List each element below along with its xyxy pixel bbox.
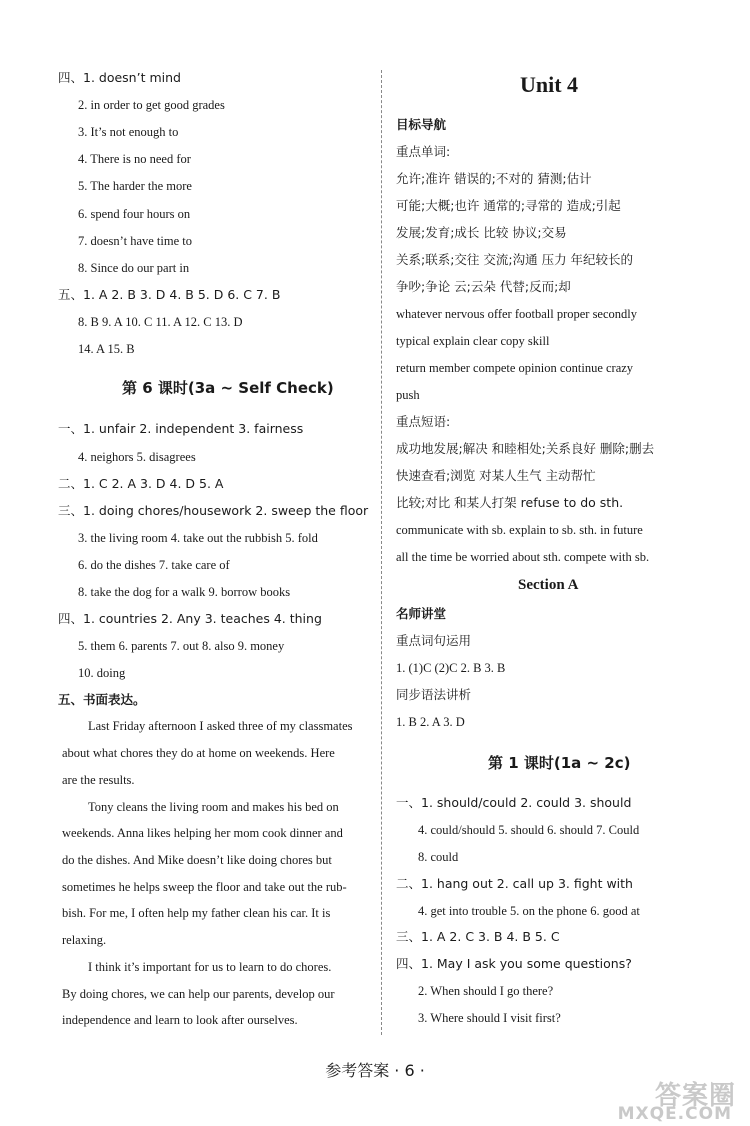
goal-nav: 目标导航 [396,117,447,132]
key-phrase-line: all the time be worried about sth. compete with sb. [396,550,650,564]
answer-line: 2. When should I go there? [418,984,554,998]
essay-line: Last Friday afternoon I asked three of my classmates [88,719,353,733]
key-word-line: 发展;发育;成长 比较 协议;交易 [396,225,567,240]
answer-line: 7. doesn’t have time to [78,234,192,248]
column-divider [381,70,382,1035]
page-footer: 参考答案 · 6 · [325,1061,425,1080]
essay-line: I think it’s important for us to learn to do chores. [88,960,332,974]
key-phrase-line: 比较;对比 和某人打架 refuse to do sth. [396,495,624,510]
answer-line: 四、1. countries 2. Any 3. teaches 4. thing [58,611,322,626]
key-phrase-line: 快速查看;浏览 对某人生气 主动帮忙 [396,468,596,483]
answer-line: 6. spend four hours on [78,207,191,221]
usage-answers: 1. (1)C (2)C 2. B 3. B [396,661,506,675]
answer-line: 五、1. A 2. B 3. D 4. B 5. D 6. C 7. B [58,287,281,302]
grammar-answers: 1. B 2. A 3. D [396,715,465,729]
answer-line: 8. Since do our part in [78,261,190,275]
watermark-url: MXQE.COM [617,1104,732,1124]
answer-line: 二、1. C 2. A 3. D 4. D 5. A [58,476,224,491]
key-word-line: 关系;联系;交往 交流;沟通 压力 年纪较长的 [396,252,634,267]
essay-line: do the dishes. And Mike doesn’t like doing chores but [62,853,332,867]
essay-line: independence and learn to look after ourselves. [62,1013,298,1027]
key-phrase-line: communicate with sb. explain to sb. sth. in future [396,523,643,537]
key-phrase-line: 成功地发展;解决 和睦相处;关系良好 删除;删去 [396,441,655,456]
answer-line: 4. get into trouble 5. on the phone 6. good at [418,904,640,918]
key-word-line: whatever nervous offer football proper secondly [396,307,638,321]
essay-line: bish. For me, I often help my father clean his car. It is [62,906,331,920]
answer-line: 5. them 6. parents 7. out 8. also 9. money [78,639,285,653]
answer-line: 4. There is no need for [78,152,191,166]
answer-line: 4. neighors 5. disagrees [78,450,196,464]
key-phrases-label: 重点短语: [396,414,451,429]
key-word-line: push [396,388,420,402]
watermark-logo: 答案圈 [654,1081,736,1111]
writing-label: 五、书面表达。 [58,692,146,707]
answer-line: 8. B 9. A 10. C 11. A 12. C 13. D [78,315,243,329]
answer-line: 5. The harder the more [78,179,192,193]
answer-line: 四、1. May I ask you some questions? [396,956,632,971]
unit-title: Unit 4 [520,72,579,97]
answer-line: 一、1. unfair 2. independent 3. fairness [58,421,304,436]
key-word-line: 允许;准许 错误的;不对的 猜测;估计 [396,171,592,186]
answer-line: 3. It’s not enough to [78,125,179,139]
key-word-line: 争吵;争论 云;云朵 代替;反而;却 [396,279,571,294]
answer-line: 8. could [418,850,459,864]
key-usage-label: 重点词句运用 [396,633,472,648]
answer-line: 6. do the dishes 7. take care of [78,558,230,572]
lesson6-title: 第 6 课时(3a ~ Self Check) [122,379,334,397]
answer-line: 一、1. should/could 2. could 3. should [396,795,632,810]
key-word-line: 可能;大概;也许 通常的;寻常的 造成;引起 [396,198,621,213]
answer-line: 4. could/should 5. should 6. should 7. Could [418,823,640,837]
grammar-label: 同步语法讲析 [396,687,472,702]
answer-line: 2. in order to get good grades [78,98,225,112]
answer-line: 四、1. doesn’t mind [58,70,181,85]
teacher-hall: 名师讲堂 [396,606,447,621]
lesson1-title: 第 1 课时(1a ~ 2c) [488,754,631,772]
key-word-line: return member compete opinion continue crazy [396,361,634,375]
answer-line: 3. the living room 4. take out the rubbish 5. fold [78,531,318,545]
answer-line: 3. Where should I visit first? [418,1011,561,1025]
section-a-title: Section A [518,577,579,593]
essay-line: are the results. [62,773,135,787]
key-words-label: 重点单词: [396,144,451,159]
answer-line: 14. A 15. B [78,342,135,356]
essay-line: sometimes he helps sweep the floor and take out the rub- [62,880,347,894]
essay-line: relaxing. [62,933,107,947]
answer-line: 三、1. doing chores/housework 2. sweep the floor [58,503,369,518]
essay-line: By doing chores, we can help our parents, develop our [62,987,335,1001]
answer-line: 三、1. A 2. C 3. B 4. B 5. C [396,929,560,944]
essay-line: about what chores they do at home on weekends. Here [62,746,335,760]
answer-line: 二、1. hang out 2. call up 3. fight with [396,876,633,891]
answer-line: 8. take the dog for a walk 9. borrow books [78,585,291,599]
answer-line: 10. doing [78,666,126,680]
key-word-line: typical explain clear copy skill [396,334,550,348]
essay-line: Tony cleans the living room and makes his bed on [88,800,339,814]
essay-line: weekends. Anna likes helping her mom cook dinner and [62,826,343,840]
